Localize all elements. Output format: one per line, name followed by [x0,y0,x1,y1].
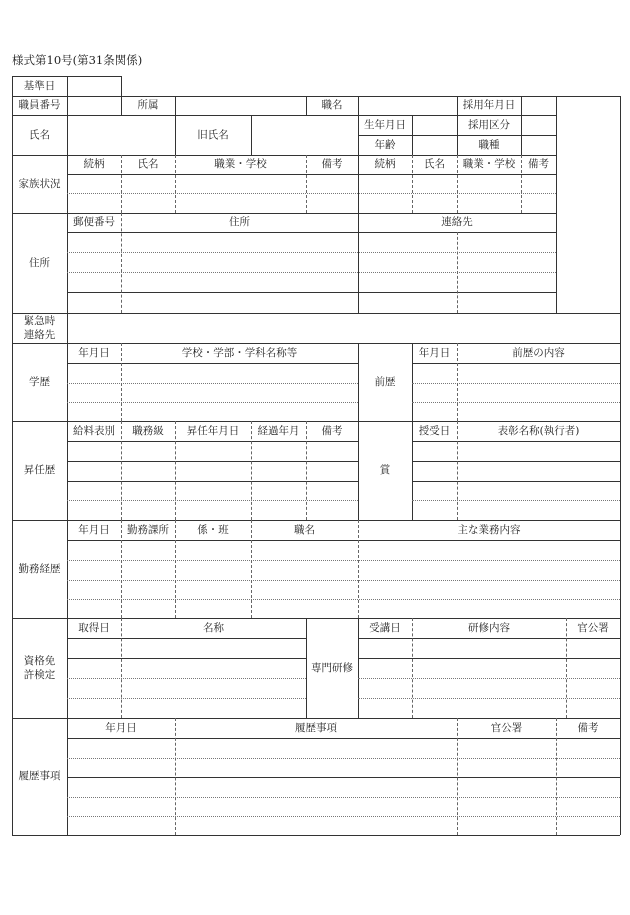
family-header-4: 続柄 [374,158,396,171]
promotion-label: 昇任歴 [23,464,56,477]
promotion-header-2: 昇任年月日 [186,424,240,437]
job-title-field[interactable] [359,97,456,114]
award-label: 賞 [379,464,391,477]
prior-career-label: 前歴 [374,375,396,388]
work-history-header-0: 年月日 [78,523,110,536]
training-content-header: 研修内容 [468,621,510,634]
promotion-header-1: 職務級 [132,424,164,437]
work-history-label: 勤務経歴 [18,562,61,575]
family-header-2: 職業・学校 [214,158,267,171]
grid-divider [620,96,621,835]
family-header-0: 続柄 [83,158,105,171]
education-date-header: 年月日 [78,346,110,359]
affiliation-field[interactable] [176,97,305,114]
family-field-7[interactable] [522,175,555,212]
former-name-label: 旧氏名 [197,128,229,141]
employee-no-label: 職員番号 [18,99,61,112]
training-label: 専門研修 [311,661,353,674]
resume-header-2: 官公署 [490,721,523,734]
work-history-header-3: 職名 [294,523,315,536]
hire-category-label: 採用区分 [468,118,510,131]
prior-career-date-header: 年月日 [418,346,451,359]
hire-date-field[interactable] [522,97,555,114]
age-field[interactable] [413,136,456,154]
base-date-field[interactable] [68,77,120,95]
resume-label: 履歴事項 [18,770,61,783]
promotion-header-3: 経過年月 [257,424,300,437]
license-label: 資格免 許検定 [23,654,56,681]
work-history-header-1: 勤務課所 [127,523,169,536]
grid-divider [121,76,122,96]
name-field[interactable] [68,116,174,154]
family-label: 家族状況 [18,177,61,190]
prior-career-content-header: 前歴の内容 [512,346,565,359]
address-field[interactable] [122,233,357,312]
award-name-header: 表彰名称(執行者) [497,424,580,437]
form-title: 様式第10号(第31条関係) [12,53,143,67]
training-date-header: 受講日 [369,621,401,634]
work-history-header-4: 主な業務内容 [457,523,521,536]
family-field-0[interactable] [68,175,120,212]
hire-date-label: 採用年月日 [462,99,516,112]
family-field-5[interactable] [413,175,456,212]
family-field-1[interactable] [122,175,174,212]
promotion-header-4: 備考 [321,424,343,437]
hire-category-field[interactable] [522,116,555,134]
emergency-contact-label: 緊急時 連絡先 [23,314,56,341]
family-header-7: 備考 [528,158,549,171]
grid-divider [556,96,557,313]
resume-header-0: 年月日 [105,721,137,734]
employee-no-field[interactable] [68,97,120,114]
birth-date-label: 生年月日 [364,118,406,131]
former-name-field[interactable] [252,116,357,154]
postal-code-field[interactable] [68,233,120,312]
resume-header-1: 履歴事項 [295,721,337,734]
age-label: 年齢 [374,138,396,151]
education-field[interactable] [68,364,357,420]
base-date-label: 基準日 [23,79,56,92]
family-header-6: 職業・学校 [462,158,516,171]
prior-career-field[interactable] [413,364,619,420]
license-field[interactable] [68,639,305,717]
license-date-header: 取得日 [78,621,110,634]
family-header-1: 氏名 [137,158,159,171]
work-history-field[interactable] [68,541,619,617]
address-header: 住所 [229,216,250,229]
training-office-header: 官公署 [577,621,609,634]
award-field[interactable] [413,442,619,519]
name-label: 氏名 [29,128,50,141]
education-label: 学歴 [29,375,50,388]
grid-rule [12,835,620,836]
family-field-6[interactable] [458,175,520,212]
emergency-contact-field[interactable] [68,314,619,342]
work-history-header-2: 係・班 [197,523,229,536]
promotion-field[interactable] [68,442,357,519]
job-title-label: 職名 [321,99,343,112]
license-name-header: 名称 [203,621,224,634]
promotion-header-0: 給料表別 [73,424,115,437]
resume-header-3: 備考 [577,721,599,734]
job-type-label: 職種 [478,138,500,151]
contact-field[interactable] [359,233,555,312]
postal-code-header: 郵便番号 [73,216,115,229]
family-field-2[interactable] [176,175,305,212]
award-date-header: 授受日 [418,424,451,437]
contact-header: 連絡先 [441,216,473,229]
family-field-3[interactable] [307,175,357,212]
birth-date-field[interactable] [413,116,456,134]
education-school-header: 学校・学部・学科名称等 [181,346,298,359]
job-type-field[interactable] [522,136,555,154]
family-field-4[interactable] [359,175,411,212]
family-header-3: 備考 [321,158,343,171]
resume-field[interactable] [68,739,619,834]
affiliation-label: 所属 [137,99,159,112]
training-field[interactable] [359,639,619,717]
address-label: 住所 [29,256,50,269]
family-header-5: 氏名 [424,158,445,171]
